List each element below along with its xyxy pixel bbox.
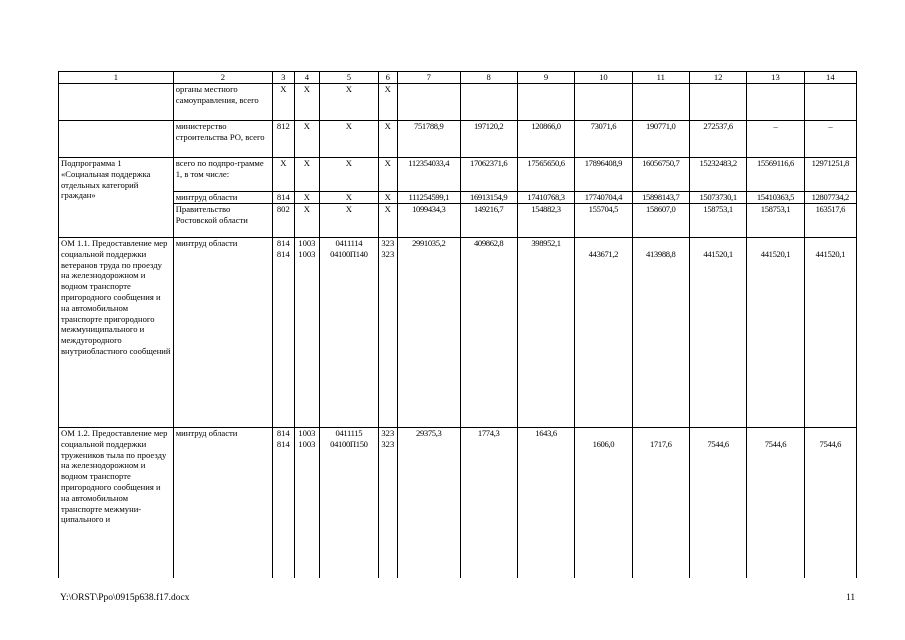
header-cell: 4 [294,72,320,84]
table-cell: 1099434,3 [398,204,460,238]
table-cell: 111254599,1 [398,192,460,204]
cell-line: 04100П140 [330,248,368,259]
table-cell: 1774,3 [460,428,517,578]
table-cell: 154882,3 [517,204,574,238]
table-cell: 190771,0 [632,121,689,158]
table-row [59,158,857,192]
table-cell: 409862,8 [460,238,517,428]
header-cell: 12 [689,72,746,84]
table-cell: 17410768,3 [517,192,574,204]
header-cell: 13 [747,72,804,84]
table-cell [689,428,746,578]
table-cell: 812 [273,121,295,158]
table-cell: 814 [273,192,295,204]
table-cell [689,238,746,428]
cell-line: 04100П150 [330,438,368,449]
table-cell: Х [320,158,378,192]
table-cell: 17740704,4 [575,192,632,204]
table-cell: 2991035,2 [398,238,460,428]
cell-line: 7544,6 [764,438,787,449]
cell-line: 441520,1 [703,248,733,259]
table-row [59,428,857,578]
cell-line: 814 [276,438,290,449]
table-cell [294,428,320,578]
header-cell: 5 [320,72,378,84]
table-cell [747,428,804,578]
subprogram-cell: Подпрограмма 1 «Социальная поддержка отдельных категорий граждан» [59,158,174,238]
cell-line: 323 [381,428,395,438]
table-cell [59,121,174,158]
executor-cell: органы местного самоуправления, всего [173,84,272,121]
table-cell [575,428,632,578]
table-cell [460,84,517,121]
header-cell: 8 [460,72,517,84]
table-cell [320,238,378,428]
table-cell [273,238,295,428]
table-cell: 17565650,6 [517,158,574,192]
table-cell: – [804,121,856,158]
table-cell [273,428,295,578]
header-cell: 7 [398,72,460,84]
cell-line: 814 [276,238,290,248]
table-cell: 149216,7 [460,204,517,238]
header-cell: 9 [517,72,574,84]
table-cell: 272537,6 [689,121,746,158]
table-row [59,238,857,428]
cell-line: 7544,6 [819,438,842,449]
table-cell: Х [378,121,397,158]
table-cell [517,84,574,121]
table-cell [378,238,397,428]
table-cell: 29375,3 [398,428,460,578]
table-cell: Х [320,121,378,158]
table-cell: Х [320,204,378,238]
table-cell: Х [273,158,295,192]
table-row [59,204,857,238]
table-row [59,192,857,204]
table-cell: 1643,6 [517,428,574,578]
table-cell: Х [273,84,295,121]
table-cell: Х [378,192,397,204]
table-cell [804,428,856,578]
table-cell: 751788,9 [398,121,460,158]
table-cell [575,84,632,121]
measure-cell: ОМ 1.1. Предоставление мер социальной поддержки ветеранов труда по проезду на железнодорожном и водном транспорте пригородного сообщения и на автомобильном транспорте пригородного межмуниципального и междугородного внутриобластного сообщений [59,238,174,428]
table-cell [747,238,804,428]
table-cell: 17896408,9 [575,158,632,192]
table-cell: Х [294,204,320,238]
executor-cell: всего по подпро-грамме 1, в том числе: [173,158,272,192]
table-cell: Х [294,84,320,121]
table-cell [632,84,689,121]
table-cell: 197120,2 [460,121,517,158]
cell-line: 1003 [298,248,316,259]
table-cell: Х [378,204,397,238]
table-cell: Х [378,84,397,121]
cell-line: 323 [381,238,395,248]
header-row [59,72,857,84]
table-cell [632,238,689,428]
table-cell: 16913154,9 [460,192,517,204]
table-cell: Х [294,121,320,158]
table-cell [398,84,460,121]
executor-cell: минтруд области [173,192,272,204]
header-cell: 14 [804,72,856,84]
executor-cell: минтруд области [173,428,272,578]
table-cell: 398952,1 [517,238,574,428]
table-cell: 158753,1 [689,204,746,238]
table-cell: 15410363,5 [747,192,804,204]
table-cell: 16056750,7 [632,158,689,192]
table-cell: 155704,5 [575,204,632,238]
table-cell: Х [294,158,320,192]
cell-line: 814 [276,248,290,259]
table-cell [59,84,174,121]
table-row [59,84,857,121]
executor-cell: минтруд области [173,238,272,428]
table-cell: 120866,0 [517,121,574,158]
table-cell [320,428,378,578]
table-cell: 17062371,6 [460,158,517,192]
cell-line: 323 [381,438,395,449]
table-cell: Х [378,158,397,192]
table-cell [294,238,320,428]
table-cell: 163517,6 [804,204,856,238]
table-cell: 15898143,7 [632,192,689,204]
table-cell: 12807734,2 [804,192,856,204]
table-cell: 158607,0 [632,204,689,238]
table-cell: Х [320,84,378,121]
table-cell: 12971251,8 [804,158,856,192]
table-row [59,121,857,158]
cell-line: 443671,2 [588,248,619,259]
cell-line: 7544,6 [707,438,729,449]
cell-line: 413988,8 [646,248,676,259]
cell-line: 441520,1 [760,248,791,259]
cell-line: 1003 [298,438,316,449]
table-cell: – [747,121,804,158]
table-cell: Х [320,192,378,204]
table-cell: 73071,6 [575,121,632,158]
table-cell [632,428,689,578]
cell-line: 323 [381,248,395,259]
table-cell [804,84,856,121]
executor-cell: министерство строительства РО, всего [173,121,272,158]
cell-line: 1717,6 [649,438,672,449]
header-cell: 2 [173,72,272,84]
table-cell: 15073730,1 [689,192,746,204]
cell-line: 1606,0 [592,438,615,449]
page-number: 11 [846,593,856,603]
table-cell [689,84,746,121]
table-cell [378,428,397,578]
table-cell [747,84,804,121]
header-cell: 6 [378,72,397,84]
executor-cell: Правительство Ростовской области [173,204,272,238]
table-cell: 15232483,2 [689,158,746,192]
table-cell [804,238,856,428]
cell-line: 441520,1 [815,248,846,259]
measure-cell: ОМ 1.2. Предоставление мер социальной поддержки тружеников тыла по проезду на железнодорожном и водном транспорте пригородного сообщения и на автомобильном транспорте межмуни-ципального и [59,428,174,578]
table-cell [575,238,632,428]
file-path-footer: Y:\ORST\Ppo\0915p638.f17.docx [60,593,190,603]
cell-line: 0411114 [335,238,363,248]
budget-table [58,71,857,578]
cell-line: 1003 [298,238,316,248]
header-cell: 3 [273,72,295,84]
cell-line: 0411115 [335,428,363,438]
table-cell: 158753,1 [747,204,804,238]
table-cell: Х [294,192,320,204]
table-cell: 802 [273,204,295,238]
header-cell: 1 [59,72,174,84]
header-cell: 11 [632,72,689,84]
cell-line: 814 [276,428,290,438]
table-cell: 112354033,4 [398,158,460,192]
table-cell: 15569116,6 [747,158,804,192]
header-cell: 10 [575,72,632,84]
cell-line: 1003 [298,428,316,438]
